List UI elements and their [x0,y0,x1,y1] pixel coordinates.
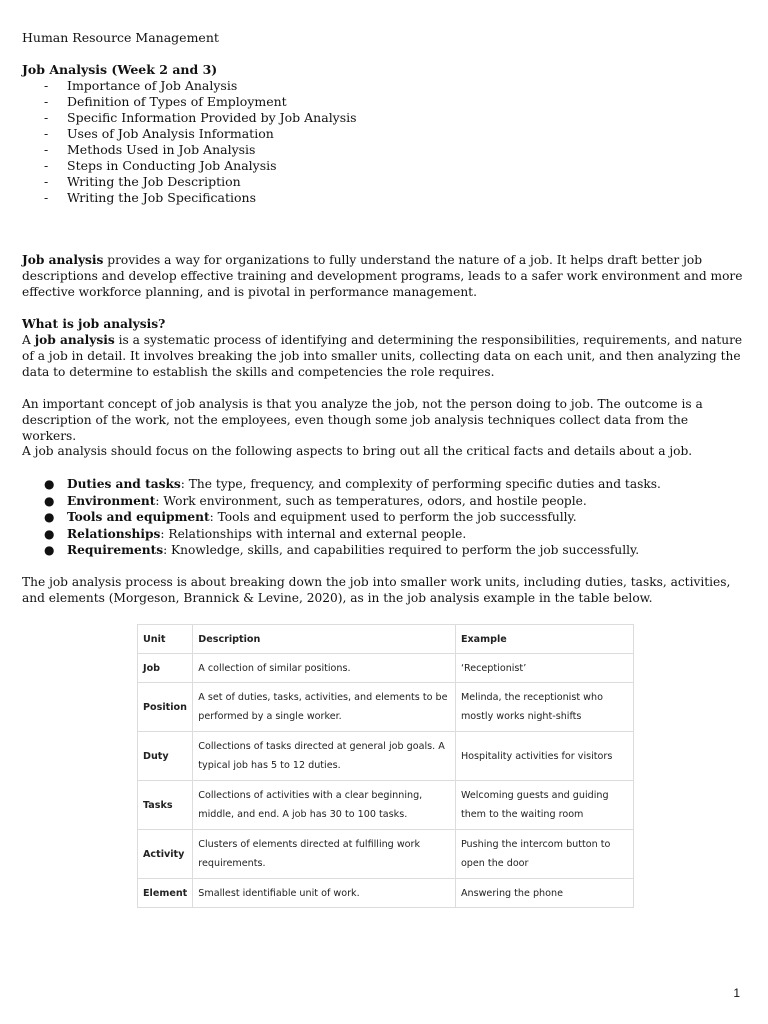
bullet-dot: ● [44,543,55,557]
cell-example: Melinda, the receptionist who mostly works night-shifts [455,683,633,732]
table-row [138,879,634,908]
course-title: Human Resource Management [22,30,219,45]
topic-item: - Definition of Types of Employment [44,94,287,109]
cell-description: Smallest identifiable unit of work. [193,879,456,908]
cell-example: Answering the phone [455,879,633,908]
topic-item: - Writing the Job Specifications [44,190,257,205]
dash-bullet: - [44,94,49,109]
bullet-dot: ● [44,477,55,491]
dash-bullet: - [44,110,49,125]
dash-bullet: - [44,190,49,205]
table-row [138,683,634,732]
aspect-item: ● Environment: Work environment, such as temperatures, odors, and hostile people. [44,493,587,508]
cell-example: Welcoming guests and guiding them to the waiting room [455,781,633,830]
focus-paragraph: A job analysis should focus on the following aspects to bring out all the critical facts and details about a job. [22,444,693,458]
process-paragraph: The job analysis process is about breaking down the job into smaller work units, including duties, tasks, activities, and elements (Morgeson, Brannick & Levine, 2020), as in the job analysis example in the table below. [22,575,731,605]
aspect-item: ● Requirements: Knowledge, skills, and capabilities required to perform the job successfully. [44,543,640,557]
topic-item: - Steps in Conducting Job Analysis [44,158,277,173]
dash-bullet: - [44,142,49,157]
cell-description: A set of duties, tasks, activities, and elements to be performed by a single worker. [193,683,456,732]
cell-description: Clusters of elements directed at fulfilling work requirements. [193,830,456,879]
aspect-item: ● Duties and tasks: The type, frequency, and complexity of performing specific duties and tasks. [44,477,661,491]
topic-item: - Specific Information Provided by Job Analysis [44,110,357,125]
header-description: Description [193,625,456,654]
table-row [138,781,634,830]
cell-unit: Element [138,879,193,908]
section-title: Job Analysis (Week 2 and 3) [22,62,218,77]
job-analysis-table [137,624,634,908]
cell-description: A collection of similar positions. [193,654,456,683]
aspect-item: ● Tools and equipment: Tools and equipment used to perform the job successfully. [44,510,577,524]
bullet-dot: ● [44,510,55,524]
cell-description: Collections of activities with a clear beginning, middle, and end. A job has 30 to 100 tasks. [193,781,456,830]
table-row [138,654,634,683]
table-row [138,830,634,879]
bullet-dot: ● [44,493,55,508]
header-unit: Unit [138,625,193,654]
cell-unit: Position [138,683,193,732]
cell-example: Pushing the intercom button to open the door [455,830,633,879]
dash-bullet: - [44,174,49,189]
topic-item: - Methods Used in Job Analysis [44,142,256,157]
definition-paragraph: A job analysis is a systematic process of identifying and determining the responsibilities, requirements, and nature of a job in detail. It involves breaking the job into smaller units, collecting data on each unit, and then analyzing the data to determine to establish the skills and competencies the role requires. [22,333,743,379]
topic-list [22,78,357,206]
units-table [137,624,634,908]
cell-unit: Job [138,654,193,683]
cell-example: Hospitality activities for visitors [455,732,633,781]
dash-bullet: - [44,158,49,173]
bullet-dot: ● [44,526,55,541]
aspect-list [22,476,661,559]
cell-unit: Duty [138,732,193,781]
dash-bullet: - [44,78,49,93]
cell-unit: Tasks [138,781,193,830]
what-is-heading: What is job analysis? [22,317,166,331]
header-example: Example [455,625,633,654]
topic-item: - Importance of Job Analysis [44,78,238,93]
table-row [138,732,634,781]
aspect-item: ● Relationships: Relationships with internal and external people. [44,526,467,541]
cell-description: Collections of tasks directed at general job goals. A typical job has 5 to 12 duties. [193,732,456,781]
intro-paragraph: Job analysis provides a way for organizations to fully understand the nature of a job. It helps draft better job descriptions and develop effective training and development programs, leads to a safer work environment and more effective workforce planning, and is pivotal in performance management. [22,253,743,299]
topic-item: - Writing the Job Description [44,174,241,189]
page-number: 1 [733,986,740,1000]
cell-unit: Activity [138,830,193,879]
concept-paragraph: An important concept of job analysis is that you analyze the job, not the person doing to job. The outcome is a description of the work, not the employees, even though some job analysis techniques collect data from the workers. [22,397,703,443]
cell-example: ‘Receptionist’ [455,654,633,683]
topic-item: - Uses of Job Analysis Information [44,126,274,141]
dash-bullet: - [44,126,49,141]
